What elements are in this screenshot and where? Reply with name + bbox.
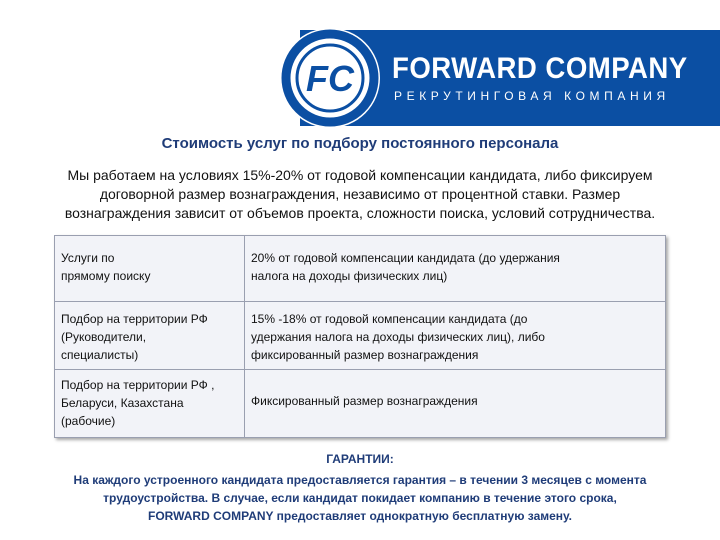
table-row [55,236,666,302]
price-line: налога на доходы физических лиц) [251,269,448,283]
price-line: 20% от годовой компенсации кандидата (до удержания [251,251,560,265]
price-line: 15% -18% от годовой компенсации кандидата (до [251,312,528,326]
guarantee-title: ГАРАНТИИ: [326,452,394,466]
price-cell [245,302,666,370]
service-line: специалисты) [61,348,139,362]
pricing-table [54,235,666,438]
service-line: Подбор на территории РФ , [61,378,215,392]
service-cell [55,236,245,302]
brand-tagline: РЕКРУТИНГОВАЯ КОМПАНИЯ [394,89,670,103]
price-cell [245,370,666,438]
price-line: Фиксированный размер вознаграждения [251,394,478,408]
intro-line: Мы работаем на условиях 15%-20% от годовой компенсации кандидата, либо фиксируем [67,167,653,183]
service-line: Услуги по [61,251,115,265]
guarantee-line: На каждого устроенного кандидата предоставляется гарантия – в течении 3 месяцев с момента [73,473,647,487]
price-line: фиксированный размер вознаграждения [251,348,479,362]
fc-logo-icon [280,28,380,128]
intro-paragraph [20,166,700,223]
guarantee-line: FORWARD COMPANY предоставляет однократную бесплатную замену. [147,509,573,523]
logo-monogram: FC [306,58,354,99]
service-cell [55,302,245,370]
table-row [55,302,666,370]
guarantee-text [20,471,700,525]
table-row [55,370,666,438]
brand-name: FORWARD COMPANY [392,52,688,85]
page-title: Стоимость услуг по подбору постоянного персонала [161,135,559,152]
service-line: (рабочие) [61,414,116,428]
guarantee-line: трудоустройства. В случае, если кандидат покидает компанию в течение этого срока, [103,491,617,505]
price-line: удержания налога на доходы физических лиц), либо [251,330,545,344]
service-cell [55,370,245,438]
intro-line: договорной размер вознаграждения, независимо от процентной ставки. Размер [99,186,621,202]
intro-line: вознаграждения зависит от объемов проекта, сложности поиска, условий сотрудничества. [64,205,656,221]
service-line: (Руководители, [61,330,147,344]
service-line: Беларуси, Казахстана [61,396,184,410]
price-cell [245,236,666,302]
service-line: Подбор на территории РФ [61,312,208,326]
service-line: прямому поиску [61,269,151,283]
